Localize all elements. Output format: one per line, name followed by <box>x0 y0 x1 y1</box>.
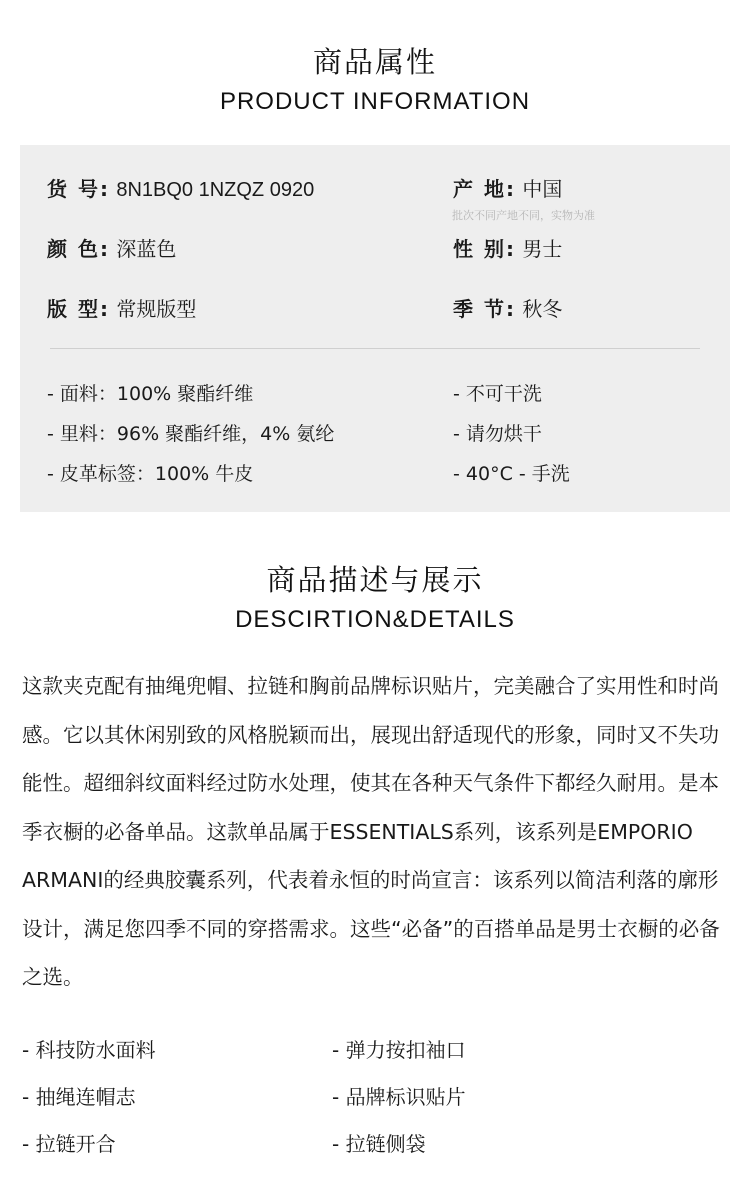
description-title-en: DESCIRTION&DETAILS <box>235 606 515 633</box>
care-item: - 请勿烘干 <box>453 423 542 445</box>
color-value: 深蓝色 <box>116 239 177 261</box>
material-item: - 里料：96% 聚酯纤维，4% 氨纶 <box>47 423 335 445</box>
divider <box>50 348 700 349</box>
fit-label: 版 型: <box>47 297 110 321</box>
material-item: - 面料：100% 聚酯纤维 <box>47 383 254 405</box>
gender-label: 性 别: <box>453 237 516 261</box>
item-number-row <box>47 173 314 202</box>
gender-value: 男士 <box>522 239 563 261</box>
care-item: - 不可干洗 <box>453 383 542 405</box>
color-label: 颜 色: <box>47 237 110 261</box>
material-item: - 皮革标签：100% 牛皮 <box>47 463 254 485</box>
origin-value: 中国 <box>522 179 563 201</box>
season-row <box>453 293 562 322</box>
feature-item: - 科技防水面料 <box>22 1038 156 1062</box>
fit-value: 常规版型 <box>116 299 197 321</box>
color-row <box>47 233 176 262</box>
product-attributes-panel <box>20 145 730 512</box>
product-description: 这款夹克配有抽绳兜帽、拉链和胸前品牌标识贴片，完美融合了实用性和时尚感。它以其休闲别致的风格脱颖而出，展现出舒适现代的形象，同时又不失功能性。超细斜纹面料经过防水处理，使其在各种天气条件下都经久耐用。是本季衣橱的必备单品。这款单品属于ESSENTIALS系列，该系列是EMPORIO ARMANI的经典胶囊系列，代表着永恒的时尚宣言：该系列以简洁利落的廓形设计，满足您四季不同的穿搭需求。这些“必备”的百搭单品是男士衣橱的必备之选。 <box>22 674 720 989</box>
product-info-title-en: PRODUCT INFORMATION <box>219 88 531 115</box>
product-info-title-cn: 商品属性 <box>312 45 437 79</box>
origin-label: 产 地: <box>453 177 516 201</box>
item-number-value: 8N1BQ0 1NZQZ 0920 <box>116 179 315 201</box>
feature-item: - 拉链侧袋 <box>332 1132 426 1156</box>
description-title-cn: 商品描述与展示 <box>266 563 484 597</box>
feature-item: - 弹力按扣袖口 <box>332 1038 466 1062</box>
item-number-label: 货 号: <box>47 177 110 201</box>
origin-row <box>453 173 562 202</box>
season-label: 季 节: <box>453 297 516 321</box>
season-value: 秋冬 <box>522 299 563 321</box>
fit-row <box>47 293 196 322</box>
feature-item: - 抽绳连帽志 <box>22 1085 136 1109</box>
care-item: - 40°C - 手洗 <box>453 463 570 485</box>
feature-item: - 拉链开合 <box>22 1132 116 1156</box>
origin-note: 批次不同产地不同，实物为准 <box>452 209 595 222</box>
feature-item: - 品牌标识贴片 <box>332 1085 466 1109</box>
gender-row <box>453 233 562 262</box>
